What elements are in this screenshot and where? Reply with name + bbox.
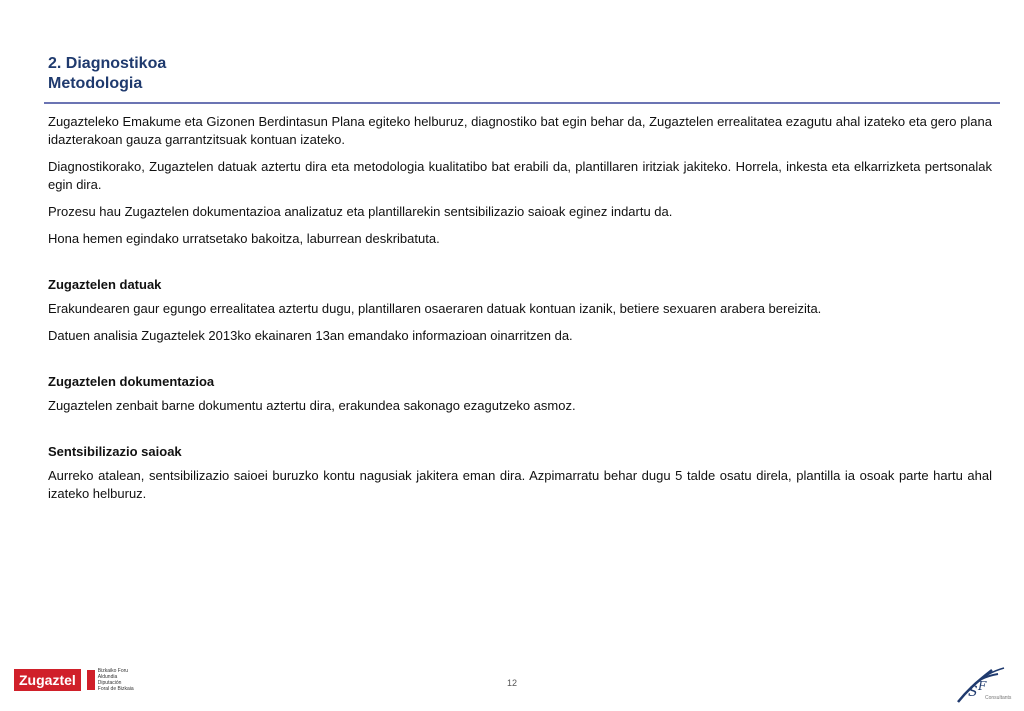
bizkaia-line: Aldundia bbox=[97, 674, 118, 680]
bizkaia-line: Bizkaiko Foru bbox=[97, 668, 129, 674]
intro-paragraph: Zugazteleko Emakume eta Gizonen Berdintasun Plana egiteko helburuz, diagnostiko bat egin behar da, Zugaztelen errealitatea ezagutu ahal izateko eta gero plana idazterakoan gauza garrantzitsuak kontuan izateko. bbox=[48, 114, 992, 147]
section-title: 2. Diagnostikoa bbox=[48, 55, 167, 72]
section-heading-saioak: Sentsibilizazio saioak bbox=[48, 444, 182, 459]
bizkaia-line: Diputación bbox=[97, 680, 122, 686]
section-heading-dokumentazioa: Zugaztelen dokumentazioa bbox=[48, 374, 215, 389]
spacer bbox=[48, 257, 992, 276]
svg-text:S: S bbox=[968, 684, 978, 700]
section-paragraph: Erakundearen gaur egungo errealitatea aztertu dugu, plantillaren osaeraren datuak kontuan izanik, betiere sexuaren arabera bereizita. bbox=[48, 301, 822, 316]
heading-divider bbox=[44, 102, 1000, 104]
intro-paragraph: Diagnostikorako, Zugaztelen datuak aztertu dira eta metodologia kualitatibo bat erabili da, plantillaren iritziak jakiteko. Horrela, inkesta eta elkarrizketa pertsonalak egin dira. bbox=[48, 159, 992, 192]
footer-logos bbox=[14, 668, 134, 692]
section-paragraph: Aurreko atalean, sentsibilizazio saioei buruzko kontu nagusiak jakitera eman dira. Azpimarratu behar dugu 5 talde osatu direla, plantilla ia osoak parte hartu ahal izateko helburuz. bbox=[48, 468, 992, 501]
section-subtitle: Metodologia bbox=[48, 75, 143, 92]
document-body bbox=[48, 113, 992, 512]
consultant-caption: Consultants bbox=[985, 695, 1012, 701]
svg-text:F: F bbox=[978, 679, 987, 693]
bizkaia-emblem-icon bbox=[87, 670, 95, 690]
intro-paragraph: Prozesu hau Zugaztelen dokumentazioa analizatuz eta plantillarekin sentsibilizazio saioak eginez indartu da. bbox=[48, 204, 673, 219]
spacer bbox=[48, 424, 992, 443]
zugaztel-logo: Zugaztel bbox=[14, 669, 81, 691]
section-paragraph: Datuen analisia Zugaztelek 2013ko ekainaren 13an emandako informazioan oinarritzen da. bbox=[48, 328, 573, 343]
page-heading bbox=[48, 54, 166, 94]
bizkaia-text bbox=[98, 668, 134, 692]
section-heading-datuak: Zugaztelen datuak bbox=[48, 277, 162, 292]
bizkaia-logo bbox=[87, 668, 134, 692]
intro-paragraph: Hona hemen egindako urratsetako bakoitza, laburrean deskribatuta. bbox=[48, 231, 440, 246]
section-paragraph: Zugaztelen zenbait barne dokumentu aztertu dira, erakundea sakonago ezagutzeko asmoz. bbox=[48, 398, 576, 413]
bizkaia-line: Foral de Bizkaia bbox=[97, 686, 134, 692]
spacer bbox=[48, 354, 992, 373]
page-number: 12 bbox=[506, 678, 517, 688]
